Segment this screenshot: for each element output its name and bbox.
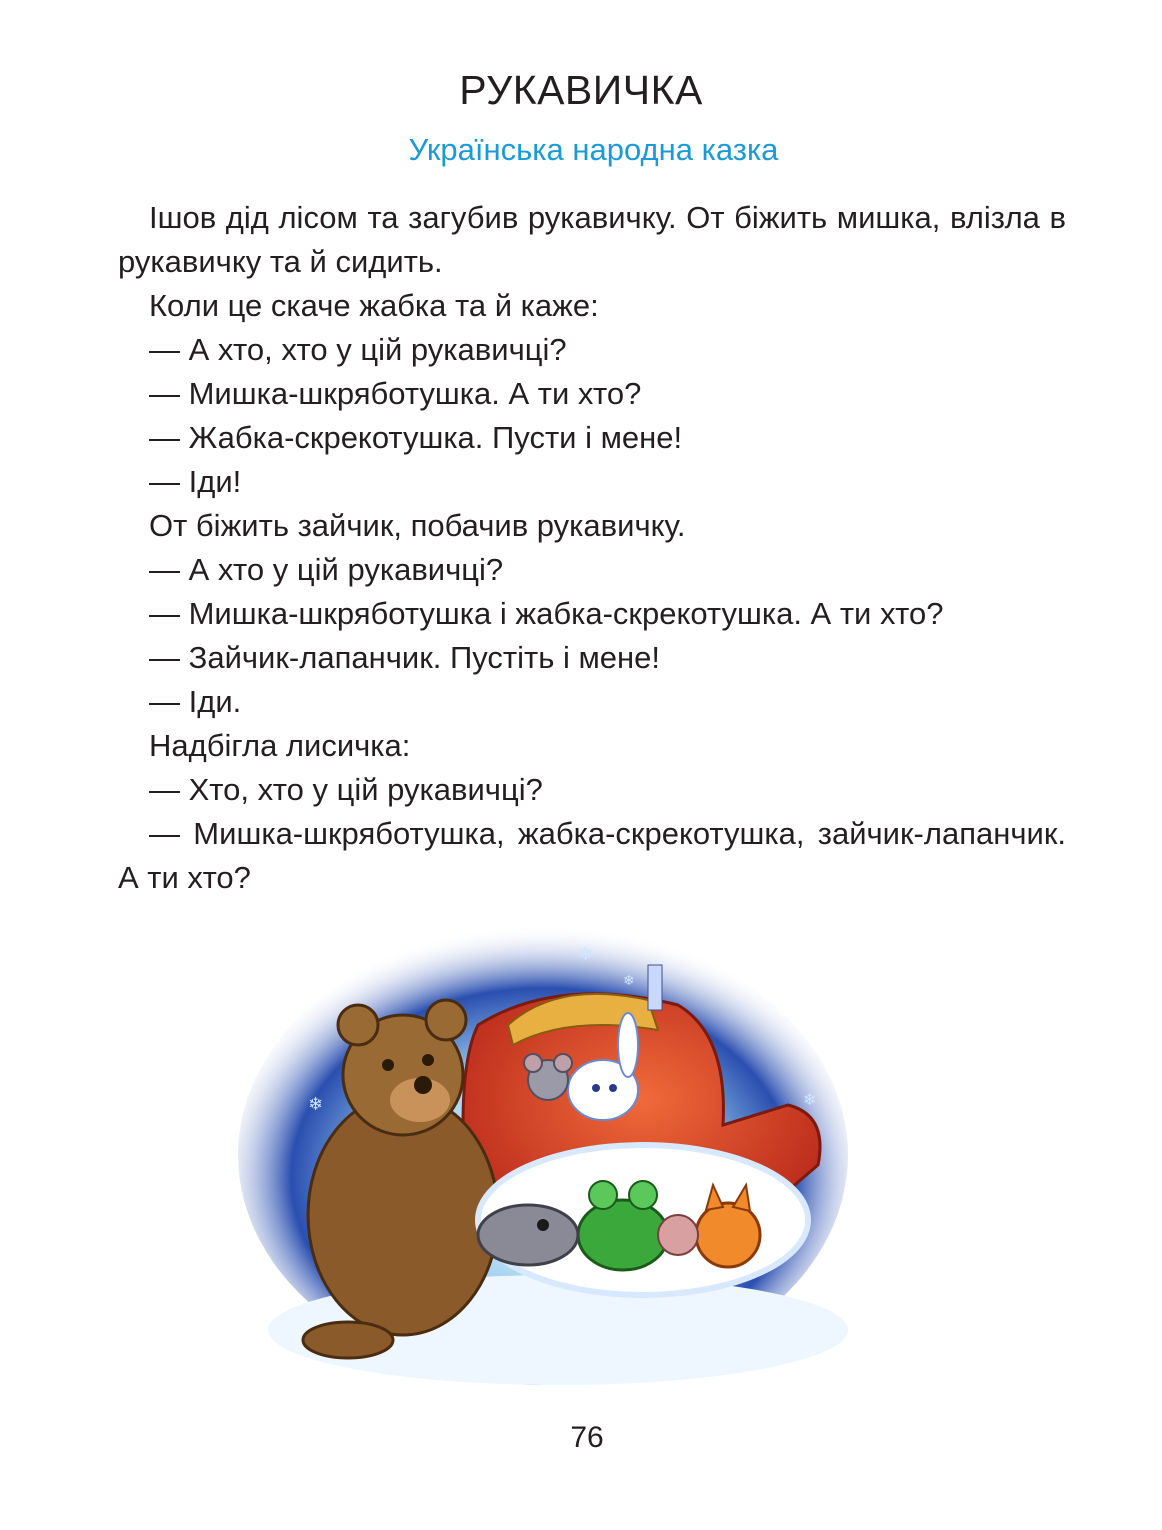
- paragraph: — Мишка-шкряботушка, жабка-скрекотушка, зайчик-лапанчик. А ти хто?: [118, 816, 1066, 895]
- boar: [658, 1215, 698, 1255]
- svg-text:❄: ❄: [308, 1094, 324, 1115]
- paragraph: — А хто у цій рукавичці?: [149, 552, 504, 587]
- paragraph: Ішов дід лісом та загубив рукавичку. От біжить мишка, влізла в рукавичку та й сидить.: [118, 200, 1066, 279]
- wolf: [478, 1205, 578, 1265]
- paragraph: — Зайчик-лапанчик. Пустіть і мене!: [149, 640, 660, 675]
- paragraph: Коли це скаче жабка та й каже:: [149, 288, 599, 323]
- paragraph: От біжить зайчик, побачив рукавичку.: [149, 508, 686, 543]
- paragraph: — Жабка-скрекотушка. Пусти і мене!: [149, 420, 683, 455]
- paragraph: — Мишка-шкряботушка і жабка-скрекотушка. А ти хто?: [149, 596, 944, 631]
- paragraph: — Іди!: [149, 464, 242, 499]
- paragraph: — А хто, хто у цій рукавичці?: [149, 332, 567, 367]
- story-text: [118, 196, 1066, 900]
- page-title: РУКАВИЧКА: [459, 67, 703, 113]
- paragraph: — Мишка-шкряботушка. А ти хто?: [149, 376, 642, 411]
- paragraph: — Хто, хто у цій рукавичці?: [149, 772, 543, 807]
- page-number: 76: [570, 1421, 604, 1454]
- svg-text:❄: ❄: [803, 1090, 817, 1109]
- mitten-animals-illustration: [228, 905, 858, 1385]
- paragraph: — Іди.: [149, 684, 242, 719]
- page-subtitle: Українська народна казка: [408, 132, 779, 167]
- illustration-svg: [228, 905, 858, 1385]
- paragraph: Надбігла лисичка:: [149, 728, 411, 763]
- svg-text:❄: ❄: [578, 944, 594, 965]
- chimney: [648, 965, 662, 1010]
- svg-text:❄: ❄: [623, 973, 635, 989]
